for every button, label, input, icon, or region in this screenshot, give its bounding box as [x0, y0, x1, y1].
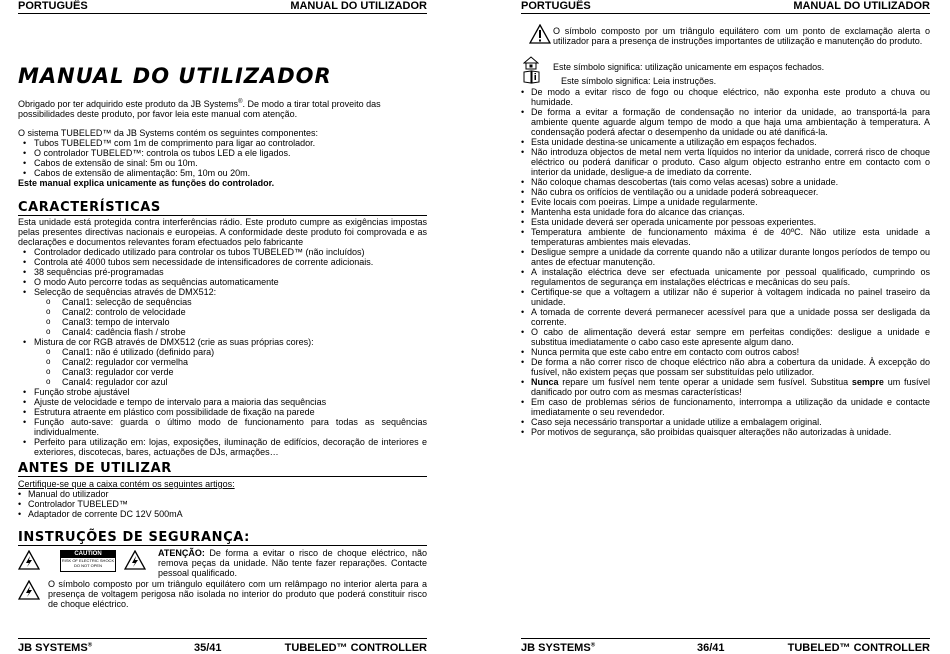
lightning-warning-icon — [18, 580, 40, 600]
list-item: • Controlador TUBELED™ — [18, 499, 427, 509]
list-item: • Certifique-se que a voltagem a utilizar não é superior à voltagem indicada no painel traseiro da unidade. — [521, 287, 930, 307]
list-item: o Canal4: cadência flash / strobe — [18, 327, 427, 337]
components-note: Este manual explica unicamente as funções do controlador. — [18, 178, 275, 188]
list-item: • De modo a evitar risco de fogo ou choque eléctrico, não exponha este produto a chuva ou humidade. — [521, 87, 930, 107]
lightning-warning-icon — [124, 550, 146, 570]
list-item: • Perfeito para utilização em: lojas, exposições, iluminação de edifícios, decoração de interiores e exteriores, discotecas, bares, actuações de DJs, armações… — [18, 437, 427, 457]
lightning-symbol-note: O símbolo composto por um triângulo equilátero com um relâmpago no interior alerta para a presença de voltagem perigosa não isolada no interior do produto que poderá constituir risco de choque eléctrico. — [48, 579, 427, 609]
safety-list-section — [521, 87, 930, 437]
intro-paragraph: Obrigado por ter adquirido este produto da JB Systems®. De modo a tirar total proveito das possibilidades deste produto, por favor leia este manual com atenção. — [18, 99, 381, 119]
footer-brand: JB SYSTEMS® — [521, 642, 596, 654]
components-list — [18, 138, 427, 178]
footer-page-number: 35/41 — [194, 642, 222, 654]
list-item: • A instalação eléctrica deve ser efectuada unicamente por pessoal qualificado, cumprindo os regulamentos de segurança em instalações eléctricas e mecânicas do seu país. — [521, 267, 930, 287]
caution-title: CAUTION — [61, 551, 115, 558]
list-item: • Não cubra os orifícios de ventilação ou a unidade poderá sobreaquecer. — [521, 187, 930, 197]
list-item: • Cabos de extensão de alimentação: 5m, 10m ou 20m. — [18, 168, 427, 178]
indoor-symbol-note: Este símbolo significa: utilização unicamente em espaços fechados. — [553, 62, 825, 72]
list-item: • Nunca repare um fusível nem tente operar a unidade sem fusível. Substitua sempre um fusível danificado por outro com as mesmas características! — [521, 377, 930, 397]
list-item: • Por motivos de segurança, são proibidas quaisquer alterações não autorizadas à unidade. — [521, 427, 930, 437]
list-item: o Canal2: regulador cor vermelha — [18, 357, 427, 367]
safety-heading: INSTRUÇÕES DE SEGURANÇA: — [18, 531, 427, 546]
features-heading: CARACTERÍSTICAS — [18, 201, 427, 216]
safety-list — [521, 87, 930, 437]
box-contents-list — [18, 489, 427, 519]
list-item: • O cabo de alimentação deverá estar sempre em perfeitas condições: desligue a unidade e substitua imediatamente o cabo caso este apresente algum dano. — [521, 327, 930, 347]
list-item: • Não introduza objectos de metal nem verta líquidos no interior da unidade, correrá risco de choque eléctrico ou poderá danificar o produto. Caso algum objecto estranho entre em contacto com o interior da unidade, desligue-a de imediato da corrente. — [521, 147, 930, 177]
indoor-use-icon — [523, 56, 539, 70]
footer-product: TUBELED™ CONTROLLER — [284, 642, 427, 654]
list-item: o Canal4: regulador cor azul — [18, 377, 427, 387]
list-item: • O modo Auto percorre todas as sequências automaticamente — [18, 277, 427, 287]
exclamation-symbol-note: O símbolo composto por um triângulo equilátero com um ponto de exclamação alerta o utilizador para a presença de instruções importantes de utilização e manutenção do produto. — [553, 26, 930, 46]
list-item: o Canal1: não é utilizado (definido para) — [18, 347, 427, 357]
dmx-color-channels — [18, 347, 427, 387]
list-item: • Esta unidade destina-se unicamente a utilização em espaços fechados. — [521, 137, 930, 147]
list-item: • Não coloque chamas descobertas (tais como velas acesas) sobre a unidade. — [521, 177, 930, 187]
header-manual-title: MANUAL DO UTILIZADOR — [793, 0, 930, 12]
list-item: • Função auto-save: guarda o último modo de funcionamento para todas as sequências individualmente. — [18, 417, 427, 437]
list-item: • Evite locais com poeiras. Limpe a unidade regularmente. — [521, 197, 930, 207]
list-item: • Desligue sempre a unidade da corrente quando não a utilizar durante longos períodos de tempo ou antes de efectuar manutenção. — [521, 247, 930, 267]
page-header — [521, 0, 930, 14]
list-item: o Canal3: tempo de intervalo — [18, 317, 427, 327]
before-use-heading: ANTES DE UTILIZAR — [18, 462, 427, 477]
list-item: • Mantenha esta unidade fora do alcance das crianças. — [521, 207, 930, 217]
page-footer — [521, 638, 930, 654]
footer-brand: JB SYSTEMS® — [18, 642, 93, 654]
safety-section — [18, 531, 427, 546]
lightning-warning-icon — [18, 550, 40, 570]
list-item: • Controla até 4000 tubos sem necessidade de intensificadores de corrente adicionais. — [18, 257, 427, 267]
list-item: • Função strobe ajustável — [18, 387, 427, 397]
list-item: • Em caso de problemas sérios de funcionamento, interrompa a utilização da unidade e contacte imediatamente o seu revendedor. — [521, 397, 930, 417]
page-header — [18, 0, 427, 14]
list-item: • Controlador dedicado utilizado para controlar os tubos TUBELED™ (não incluídos) — [18, 247, 427, 257]
left-page — [18, 0, 427, 654]
list-item: • Adaptador de corrente DC 12V 500mA — [18, 509, 427, 519]
list-item: • A tomada de corrente deverá permanecer acessível para que a unidade possa ser desligada da corrente. — [521, 307, 930, 327]
caution-label: CAUTION RISK OF ELECTRIC SHOCK DO NOT OPEN — [60, 550, 116, 572]
features-list — [18, 247, 427, 297]
list-item: • O controlador TUBELED™: controla os tubos LED a ele ligados. — [18, 148, 427, 158]
dmx-sequence-channels — [18, 297, 427, 337]
header-manual-title: MANUAL DO UTILIZADOR — [290, 0, 427, 12]
list-item: • Selecção de sequências através de DMX512: — [18, 287, 427, 297]
list-item: o Canal2: controlo de velocidade — [18, 307, 427, 317]
list-item: • Manual do utilizador — [18, 489, 427, 499]
list-item: • De forma a não correr risco de choque eléctrico não abra a cobertura da unidade. À excepção do fusível, não existem peças que possam ser substituídas pelo utilizador. — [521, 357, 930, 377]
page-title: MANUAL DO UTILIZADOR — [18, 64, 332, 88]
list-item: • Esta unidade deverá ser operada unicamente por pessoas experientes. — [521, 217, 930, 227]
list-item: • Tubos TUBELED™ com 1m de comprimento para ligar ao controlador. — [18, 138, 427, 148]
list-item: • De forma a evitar a formação de condensação no interior da unidade, ao transportá-la para ambiente quente aguarde algum tempo de modo a que haja uma ambientação à temperatura. A condensação poderá afectar o desempenho da unidade ou até danificá-la. — [521, 107, 930, 137]
features-intro: Esta unidade está protegida contra interferências rádio. Este produto cumpre as exigências impostas pelas presentes directivas nacionais e europeias. A conformidade deste produto foi comprovada e as declarações e documentos relevantes foram efectuados pelo fabricante — [18, 217, 427, 247]
list-item: • Caso seja necessário transportar a unidade utilize a embalagem original. — [521, 417, 930, 427]
list-item: • Mistura de cor RGB através de DMX512 (crie as suas próprias cores): — [18, 337, 427, 347]
attention-note: ATENÇÃO: De forma a evitar o risco de choque eléctrico, não remova peças da unidade. Não tente fazer reparações. Contacte pessoal qualificado. — [158, 548, 427, 578]
list-item: o Canal1: selecção de sequências — [18, 297, 427, 307]
components-section — [18, 128, 427, 188]
list-item: • Nunca permita que este cabo entre em contacto com outros cabos! — [521, 347, 930, 357]
page-footer — [18, 638, 427, 654]
list-item: • Temperatura ambiente de funcionamento máxima é de 40ºC. Não utilize esta unidade a temperaturas ambientes mais elevadas. — [521, 227, 930, 247]
header-language: PORTUGUÊS — [18, 0, 88, 12]
list-item: • Ajuste de velocidade e tempo de intervalo para a maioria das sequências — [18, 397, 427, 407]
list-item: • Estrutura atraente em plástico com possibilidade de fixação na parede — [18, 407, 427, 417]
exclamation-warning-icon — [529, 24, 551, 44]
read-instructions-icon — [523, 70, 541, 84]
before-use-lead: Certifique-se que a caixa contém os seguintes artigos: — [18, 479, 235, 489]
read-symbol-note: Este símbolo significa: Leia instruções. — [561, 76, 717, 86]
features-section — [18, 201, 427, 457]
before-use-section — [18, 462, 427, 519]
header-language: PORTUGUÊS — [521, 0, 591, 12]
list-item: o Canal3: regulador cor verde — [18, 367, 427, 377]
components-lead: O sistema TUBELED™ da JB Systems contém os seguintes componentes: — [18, 128, 318, 138]
right-page — [521, 0, 930, 654]
list-item: • Cabos de extensão de sinal: 5m ou 10m. — [18, 158, 427, 168]
footer-product: TUBELED™ CONTROLLER — [787, 642, 930, 654]
list-item: • 38 sequências pré-programadas — [18, 267, 427, 277]
footer-page-number: 36/41 — [697, 642, 725, 654]
